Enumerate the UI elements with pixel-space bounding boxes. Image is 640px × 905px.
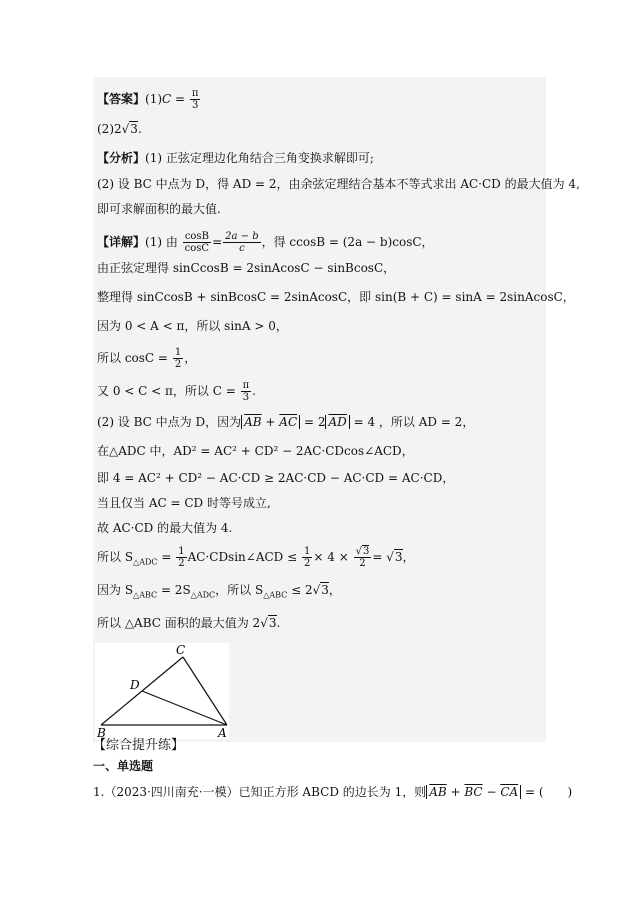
detail-line-2: 由正弦定理得 sinCcosB = 2sinAcosC − sinBcosC， [97, 261, 396, 275]
answer-fraction: $\frac{\pi}{3}$ [191, 88, 199, 111]
analysis-line-1: 【分析】(1) 正弦定理边化角结合三角变换求解即可; [97, 151, 374, 165]
detail-line-9: 即 4 = AC² + CD² − AC·CD ≥ 2AC·CD − AC·CD = AC·CD， [97, 471, 455, 485]
analysis-label: 【分析】 [97, 151, 146, 165]
detail-line-10: 当且仅当 AC = CD 时等号成立, [97, 496, 271, 510]
detail-line-5: 所以 cosC = $\frac{1}{2}$ ， [97, 347, 197, 370]
detail-line-4: 因为 0 < A < π，所以 sinA > 0， [97, 319, 288, 333]
detail-line-11: 故 AC·CD 的最大值为 4. [97, 521, 233, 535]
triangle-figure [95, 643, 229, 739]
detail-line-8: 在△ADC 中，AD² = AC² + CD² − 2AC·CDcos∠ACD， [97, 444, 414, 458]
answer-line-2: (2)2√3. [97, 122, 142, 136]
detail-line-14: 所以 △ABC 面积的最大值为 2√3. [97, 616, 281, 630]
side-ca [183, 657, 227, 725]
analysis-line-3: 即可求解面积的最大值. [97, 202, 221, 216]
label-d: D [130, 678, 140, 692]
section-subtitle: 一、单选题 [93, 759, 154, 773]
answer-line-1: 【答案】(1)C = $\frac{\pi}{3}$ [97, 88, 199, 111]
median-ad [142, 691, 227, 725]
detail-line-13: 因为 $S_{\triangle ABC} = 2S_{\triangle ADC}$，所以 $S_{\triangle ABC} \le 2√3$， [97, 583, 341, 600]
label-a: A [218, 726, 227, 739]
analysis-line-2: (2) 设 BC 中点为 D，得 AD = 2，由余弦定理结合基本不等式求出 AC·CD 的最大值为 4, [97, 177, 580, 191]
detail-line-12: 所以 $S_{\triangle ADC}$ = $\frac{1}{2}$ AC·CDsin∠ACD ≤ $\frac{1}{2}$ × 4 × $\frac{√3}{2}$ = √3， [97, 546, 415, 569]
answer-label: 【答案】 [97, 92, 146, 106]
section-title: 【综合提升练】 [93, 738, 185, 753]
label-b: B [97, 726, 106, 739]
detail-label: 【详解】 [97, 235, 146, 249]
question-1: 1.（2023·四川南充·一模）已知正方形 ABCD 的边长为 1，则 $\overline{AB} + \overline{BC} - \overline{CA}$ = ( ) [93, 785, 573, 799]
detail-line-1: 【详解】(1) 由 $\frac{\cos B}{\cos C}$ = $\frac{2a - b}{c}$ ，得 ccosB = (2a − b)cosC， [97, 231, 434, 254]
detail-line-3: 整理得 sinCcosB + sinBcosC = 2sinAcosC，即 sin(B + C) = sinA = 2sinAcosC， [97, 290, 575, 304]
detail-line-7: (2) 设 BC 中点为 D，因为 $\overline{AB} + \overline{AC} = 2$ $\overline{AD} = 4$ ，所以 AD = 2， [97, 415, 475, 429]
detail-line-6: 又 0 < C < π，所以 C = $\frac{\pi}{3}$ . [97, 380, 256, 403]
label-c: C [176, 643, 186, 657]
